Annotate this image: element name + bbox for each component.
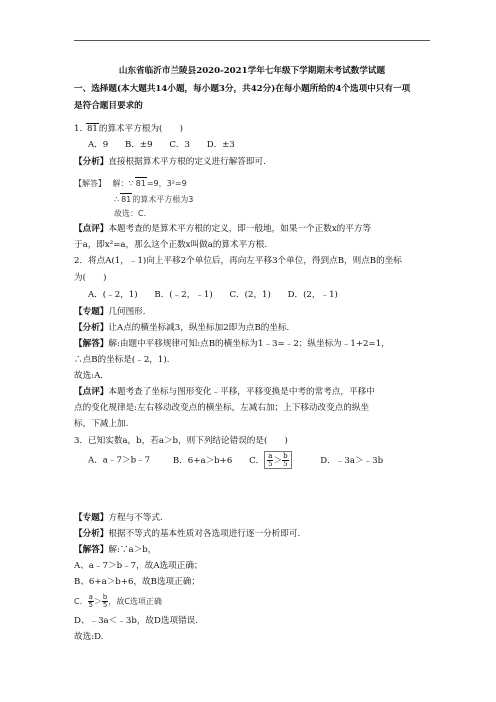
q3-options — [88, 451, 383, 470]
q1-sqrt-radicand: 81 — [86, 124, 98, 134]
q1-option-a: A．9 — [88, 140, 109, 150]
page-title: 山东省临沂市兰陵县2020-2021学年七年级下学期期末考试数学试题 — [118, 66, 386, 76]
q1-analysis — [74, 157, 266, 168]
q3-option-c-formula: $\frac{a}{5}>$ $\frac{b}{5}$ — [264, 451, 291, 469]
q2-comment-line2: 点的变化规律是:左右移动改变点的横坐标，左减右加；上下移动改变点的纵坐 — [74, 403, 370, 413]
section-heading-line2: 是符合题目要求的 — [74, 101, 143, 111]
q1-solution-label: 【解答】 — [74, 179, 106, 188]
q1-analysis-label: 【分析】 — [74, 157, 109, 167]
q1-comment-line1: 【点评】本题考查的是算术平方根的定义，即一般地，如果一个正数x的平方等 — [74, 224, 372, 234]
q1-options — [88, 140, 249, 151]
q3-stem: 3．已知实数a，b，若a＞b，则下列结论错误的是( ) — [74, 436, 288, 446]
q3-option-c: C． $\frac{a}{5}>$ $\frac{b}{5}$ — [249, 456, 294, 466]
q1-solution-line3: 故选：C. — [114, 209, 147, 218]
q3-solution-line3: B、6+a＞b+6，故B选项正确； — [74, 577, 200, 587]
q3-topic: 【专题】方程与不等式. — [74, 513, 163, 523]
q2-option-b: B．(﹣2，﹣1) — [154, 290, 213, 300]
q3-solution-line5: 故选:D. — [74, 632, 104, 642]
q3-analysis: 【分析】根据不等式的基本性质对各选项进行逐一分析即可. — [74, 529, 301, 539]
section-heading-line1: 一、选择题(本大题共14小题，每小题3分，共42分)在每小题所给的4个选项中只有一项 — [74, 84, 411, 94]
q2-solution-line1: 【解答】解:由题中平移规律可知:点B的横坐标为1﹣3=﹣2；纵坐标为﹣1+2=1， — [74, 339, 390, 349]
q1-number: 1. — [74, 124, 83, 134]
q3-option-a: A．a﹣7＞b﹣7 — [88, 455, 151, 466]
q1-solution-sqrt2: 81 — [121, 195, 132, 204]
q3-option-d: D．﹣3a＞﹣3b — [320, 455, 384, 466]
q1-option-c: C．3 — [169, 140, 190, 150]
q1-option-d: D．±3 — [206, 140, 235, 150]
q2-comment-line3: 标，下减上加. — [74, 419, 129, 429]
q1-stem — [74, 123, 183, 135]
q2-topic: 【专题】几何图形. — [74, 307, 146, 317]
q2-comment-line1: 【点评】本题考查了坐标与图形变化﹣平移，平移变换是中考的常考点，平移中 — [74, 387, 375, 397]
q2-option-d: D．(2，﹣1) — [287, 290, 338, 300]
q3-solution-line2: A、a﹣7＞b﹣7，故A选项正确； — [74, 561, 203, 571]
q2-option-c: C．(2，1) — [229, 290, 271, 300]
q2-analysis: 【分析】让A点的横坐标减3，纵坐标加2即为点B的坐标. — [74, 323, 290, 333]
q1-solution-line2: ∴ 81的算术平方根为3 — [114, 195, 194, 204]
q2-solution-line3: 故选:A. — [74, 371, 104, 381]
q1-comment-line2: 于a，即x²=a，那么这个正数x叫做a的算术平方根. — [74, 240, 268, 250]
q3-solution-c: C． $\frac{a}{5}>$ $\frac{b}{5}$，故C选项正确 — [74, 593, 162, 609]
q1-analysis-text: 直接根据算术平方根的定义进行解答即可. — [108, 157, 266, 167]
q1-comment-label: 【点评】 — [74, 224, 109, 234]
q3-solution-line1: 【解答】解:∵a＞b， — [74, 545, 157, 555]
q1-solution-sqrt: 81 — [135, 179, 146, 188]
q2-solution-line2: ∴点B的坐标是(﹣2，1). — [74, 355, 170, 365]
q1-solution-line1: 【解答】 解：∵ 81=9，3²=9 — [74, 179, 187, 188]
q1-stem-text: 的算术平方根为( ) — [98, 124, 183, 134]
q2-stem-line2: 为( ) — [74, 273, 107, 283]
q3-option-b: B．6+a＞b+6 — [172, 455, 233, 466]
q3-solution-line4: D、﹣3a＜﹣3b，故D选项错误. — [74, 616, 199, 626]
q1-option-b: B．±9 — [125, 140, 153, 150]
header-rule — [74, 40, 430, 41]
q2-stem-line1: 2．将点A(1，﹣1)向上平移2个单位后，再向左平移3个单位，得到点B，则点B的坐标 — [74, 256, 402, 266]
q2-option-a: A．(﹣2，1) — [88, 290, 138, 300]
q2-options — [88, 290, 352, 301]
